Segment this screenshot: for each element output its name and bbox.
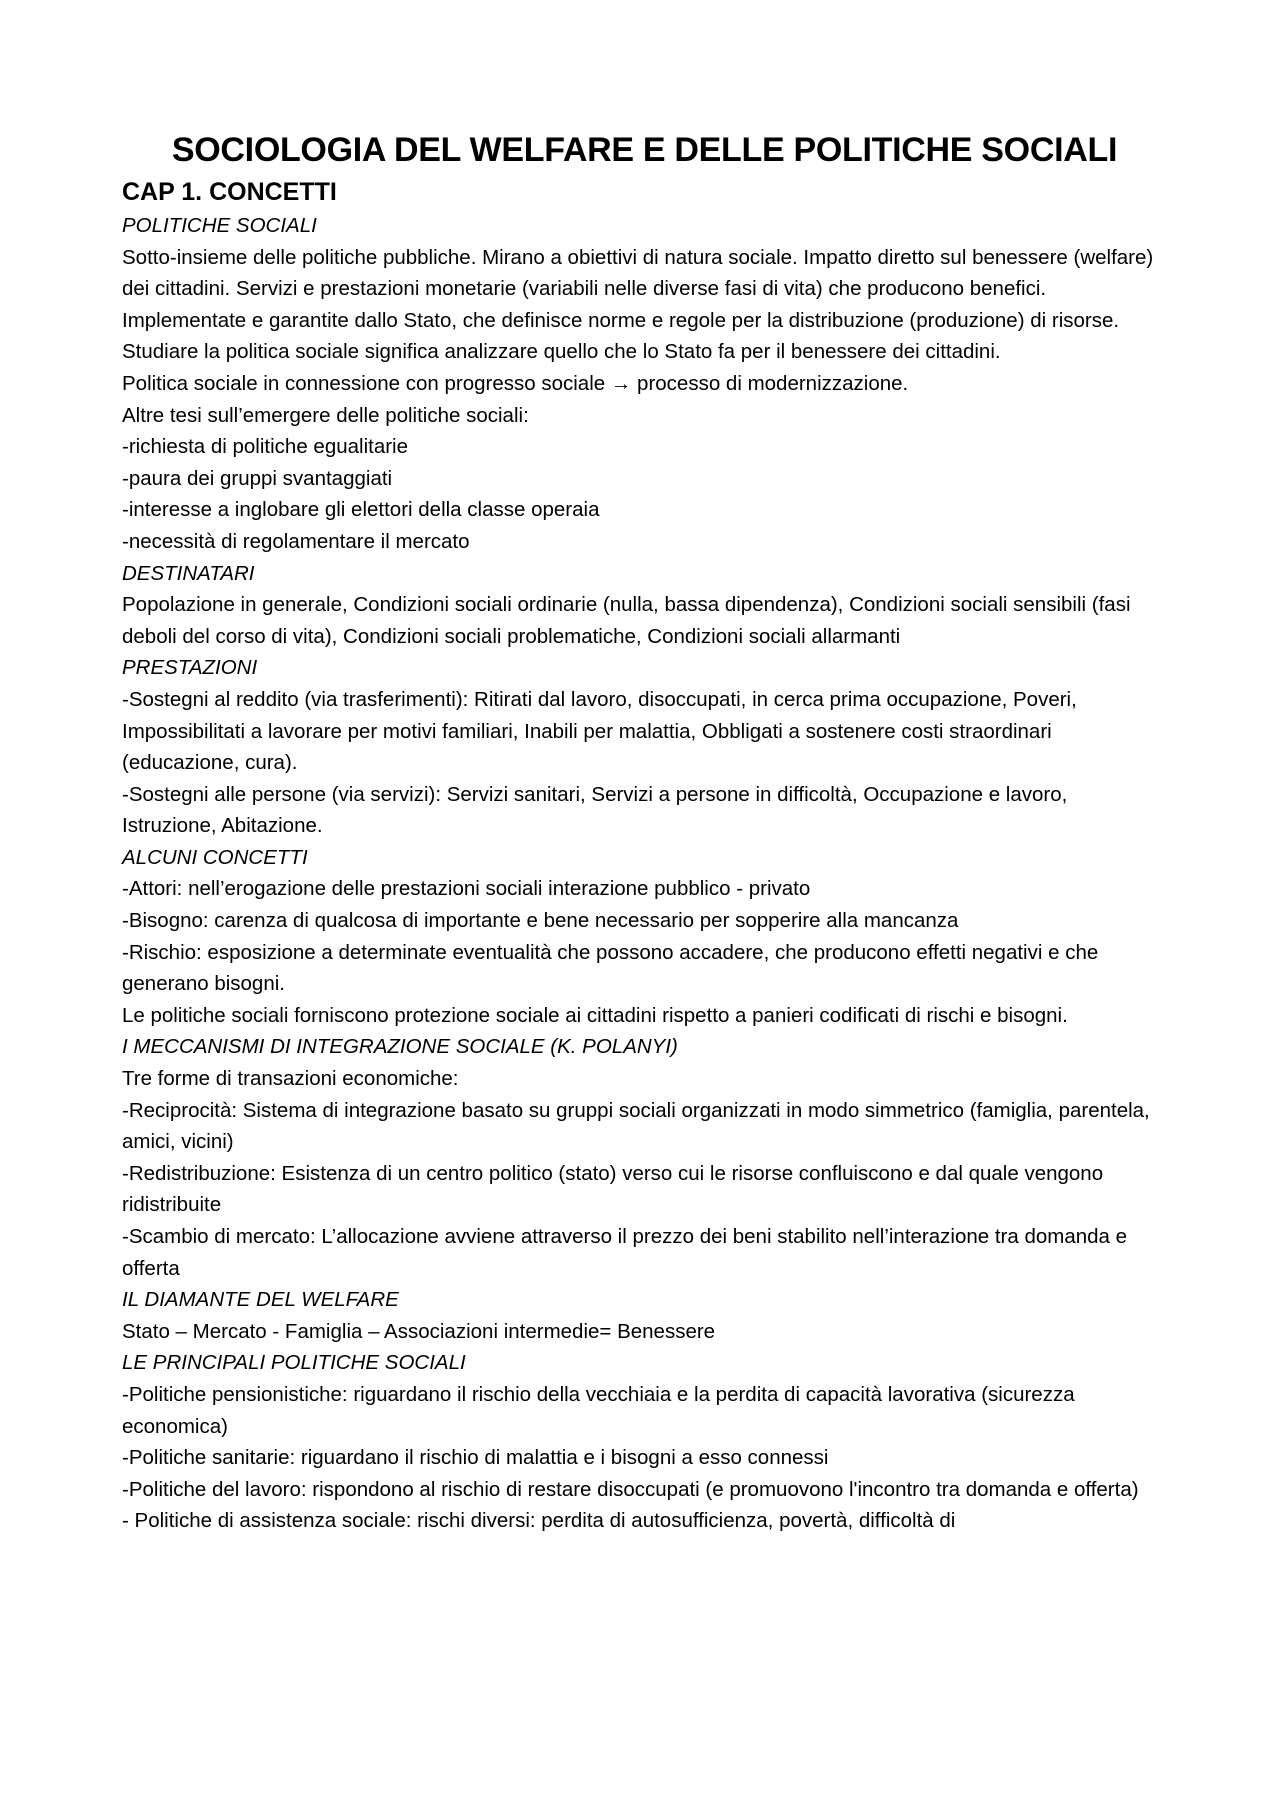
chapter-heading: CAP 1. CONCETTI [122,178,337,206]
paragraph: Sotto-insieme delle politiche pubbliche. Mirano a obiettivi di natura sociale. Impatto diretto sul benessere (welfare) dei cittadini. Servizi e prestazioni monetarie (variabili nelle diverse fasi di vita) che producono benefici. Implementate e garantite dallo Stato, che definisce norme e regole per la distribuzione (produzione) di risorse. [122,245,1154,332]
document-page [122,128,1167,1537]
paragraph: -Bisogno: carenza di qualcosa di importante e bene necessario per sopperire alla mancanza [122,909,959,933]
paragraph: -Scambio di mercato: L’allocazione avviene attraverso il prezzo dei beni stabilito nell’interazione tra domanda e offerta [122,1225,1128,1280]
paragraph: -Politiche pensionistiche: riguardano il rischio della vecchiaia e la perdita di capacità lavorativa (sicurezza economica) [122,1382,1075,1438]
paragraph: Politica sociale in connessione con progresso sociale → processo di modernizzazione. [122,371,909,395]
paragraph: Tre forme di transazioni economiche: [122,1067,459,1091]
paragraph: Popolazione in generale, Condizioni sociali ordinarie (nulla, bassa dipendenza), Condizioni sociali sensibili (fasi deboli del corso di vita), Condizioni sociali problematiche, Condizioni sociali allarmanti [122,593,1131,648]
paragraph: -Attori: nell’erogazione delle prestazioni sociali interazione pubblico - privato [122,877,811,901]
section-heading: I MECCANISMI DI INTEGRAZIONE SOCIALE (K. POLANYI) [122,1035,678,1059]
paragraph: -necessità di regolamentare il mercato [122,529,470,553]
paragraph: Stato – Mercato - Famiglia – Associazioni intermedie= Benessere [122,1319,716,1343]
section-heading: IL DIAMANTE DEL WELFARE [122,1288,399,1312]
paragraph: -Sostegni al reddito (via trasferimenti): Ritirati dal lavoro, disoccupati, in cerca prima occupazione, Poveri, Impossibilitati a lavorare per motivi familiari, Inabili per malattia, Obbligati a sostenere costi straordinari (educazione, cura). [122,687,1077,775]
paragraph: -Reciprocità: Sistema di integrazione basato su gruppi sociali organizzati in modo simmetrico (famiglia, parentela, amici, vicini) [122,1098,1150,1154]
paragraph: -Redistribuzione: Esistenza di un centro politico (stato) verso cui le risorse confluiscono e dal quale vengono ridistribuite [122,1161,1104,1217]
document-title: SOCIOLOGIA DEL WELFARE E DELLE POLITICHE SOCIALI [171,131,1118,169]
paragraph: -richiesta di politiche egualitarie [122,435,409,459]
section-heading: PRESTAZIONI [122,656,258,680]
paragraph: -paura dei gruppi svantaggiati [122,466,393,490]
paragraph: -Politiche del lavoro: rispondono al rischio di restare disoccupati (e promuovono l'incontro tra domanda e offerta) [122,1477,1139,1501]
paragraph: Altre tesi sull’emergere delle politiche sociali: [122,403,529,427]
paragraph: -interesse a inglobare gli elettori della classe operaia [122,498,600,522]
section-heading: DESTINATARI [122,561,255,585]
paragraph: -Rischio: esposizione a determinate eventualità che possono accadere, che producono effetti negativi e che generano bisogni. [122,940,1099,996]
paragraph: -Sostegni alle persone (via servizi): Servizi sanitari, Servizi a persone in difficoltà, Occupazione e lavoro, Istruzione, Abitazione. [122,782,1068,838]
paragraph: Le politiche sociali forniscono protezione sociale ai cittadini rispetto a panieri codificati di rischi e bisogni. [122,1003,1068,1027]
paragraph: -Politiche sanitarie: riguardano il rischio di malattia e i bisogni a esso connessi [122,1446,829,1470]
section-heading: ALCUNI CONCETTI [122,845,308,869]
document-body [122,210,1167,1537]
paragraph: Studiare la politica sociale significa analizzare quello che lo Stato fa per il benessere dei cittadini. [122,340,1001,364]
paragraph: - Politiche di assistenza sociale: rischi diversi: perdita di autosufficienza, povertà, difficoltà di [122,1509,956,1533]
section-heading: POLITICHE SOCIALI [122,214,317,237]
section-heading: LE PRINCIPALI POLITICHE SOCIALI [122,1351,466,1375]
